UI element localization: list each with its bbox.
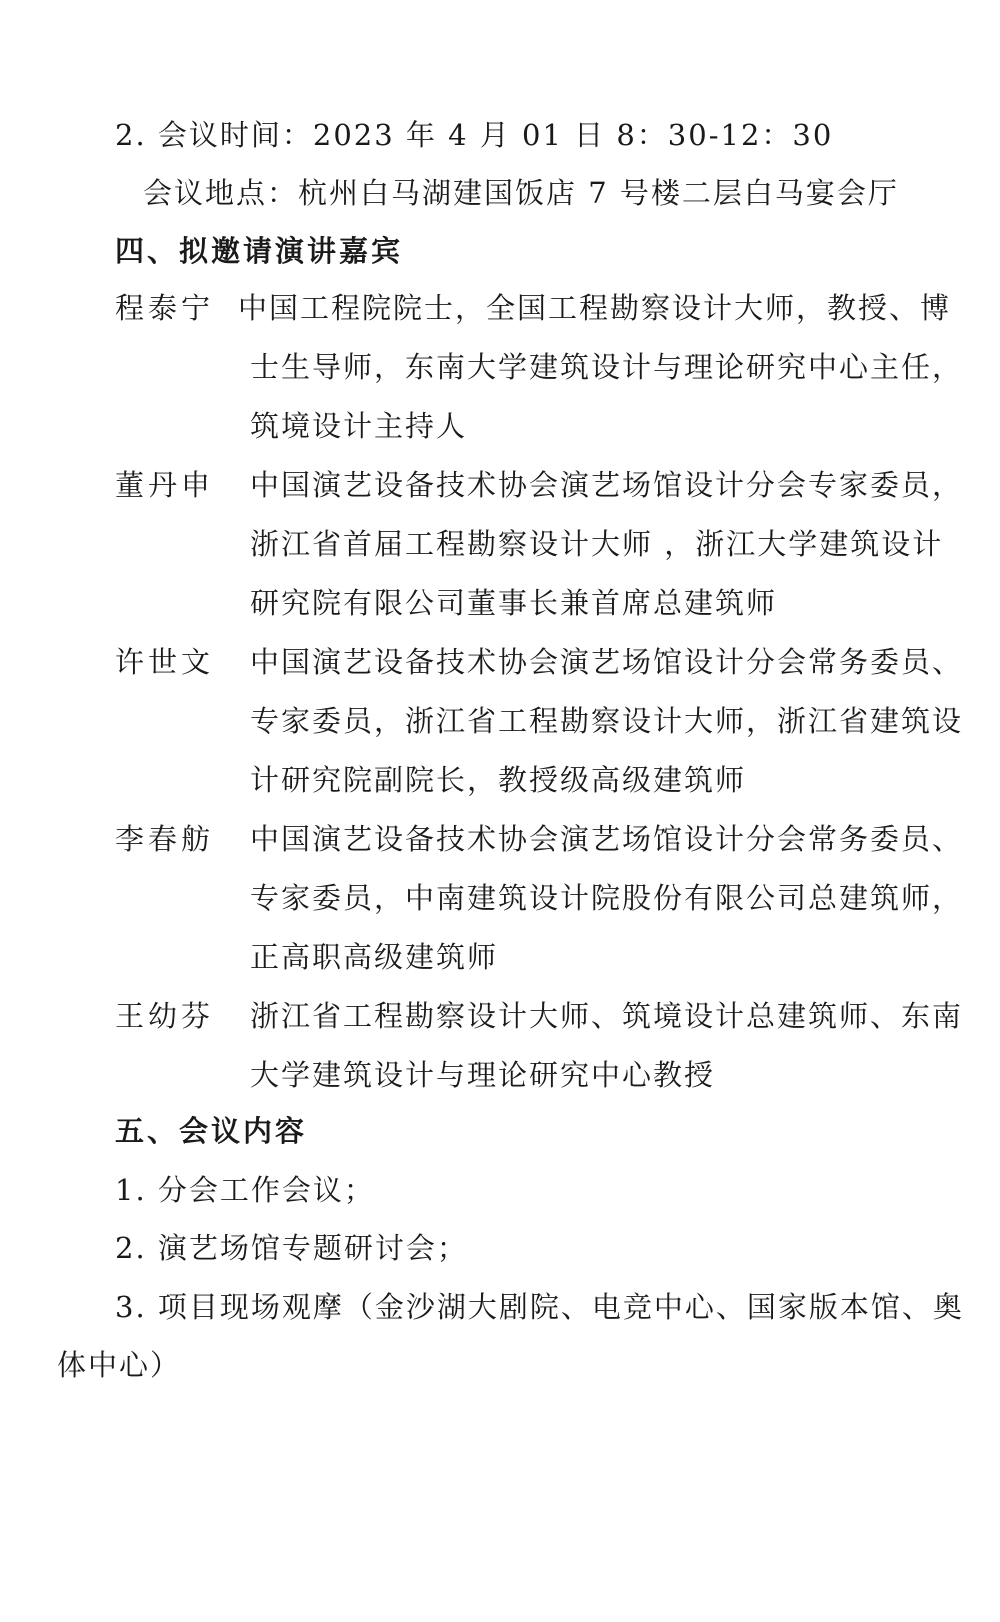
agenda-item: 3. 项目现场观摩（金沙湖大剧院、电竞中心、国家版本馆、奥	[115, 1290, 964, 1324]
agenda-item: 1. 分会工作会议；	[115, 1173, 375, 1207]
speaker-bio-line: 研究院有限公司董事长兼首席总建筑师	[250, 586, 778, 620]
speaker-bio-line: 中国演艺设备技术协会演艺场馆设计分会常务委员、	[250, 822, 964, 856]
speaker-name: 王幼芬	[115, 999, 215, 1033]
agenda-item-continuation: 体中心）	[57, 1348, 182, 1382]
speaker-bio-line: 士生导师，东南大学建筑设计与理论研究中心主任，	[250, 350, 964, 384]
speaker-bio-line: 专家委员，中南建筑设计院股份有限公司总建筑师，	[250, 881, 964, 915]
speaker-bio-line: 筑境设计主持人	[250, 409, 468, 443]
meeting-time: 2. 会议时间：2023 年 4 月 01 日 8：30-12：30	[115, 118, 834, 152]
section-five-heading: 五、会议内容	[115, 1114, 308, 1148]
speaker-bio-line: 浙江省首届工程勘察设计大师 ，浙江大学建筑设计	[250, 527, 944, 561]
speaker-name: 李春舫	[115, 822, 215, 856]
meeting-location: 会议地点：杭州白马湖建国饭店 7 号楼二层白马宴会厅	[143, 176, 899, 210]
speaker-bio-line: 正高职高级建筑师	[250, 940, 499, 974]
speaker-bio-line: 专家委员，浙江省工程勘察设计大师，浙江省建筑设	[250, 704, 964, 738]
speaker-name: 许世文	[115, 645, 215, 679]
speaker-bio-line: 中国演艺设备技术协会演艺场馆设计分会专家委员，	[250, 468, 964, 502]
speaker-bio-line: 中国演艺设备技术协会演艺场馆设计分会常务委员、	[250, 645, 964, 679]
speaker-name: 董丹申	[115, 468, 215, 502]
agenda-item: 2. 演艺场馆专题研讨会；	[115, 1231, 468, 1265]
speaker-bio-line: 计研究院副院长，教授级高级建筑师	[250, 763, 747, 797]
speaker-bio-line: 大学建筑设计与理论研究中心教授	[250, 1058, 716, 1092]
section-four-heading: 四、拟邀请演讲嘉宾	[115, 234, 404, 268]
speaker-bio-line: 中国工程院院士，全国工程勘察设计大师，教授、博	[238, 291, 952, 325]
speaker-bio-line: 浙江省工程勘察设计大师、筑境设计总建筑师、东南	[250, 999, 964, 1033]
speaker-name: 程泰宁	[115, 291, 215, 325]
